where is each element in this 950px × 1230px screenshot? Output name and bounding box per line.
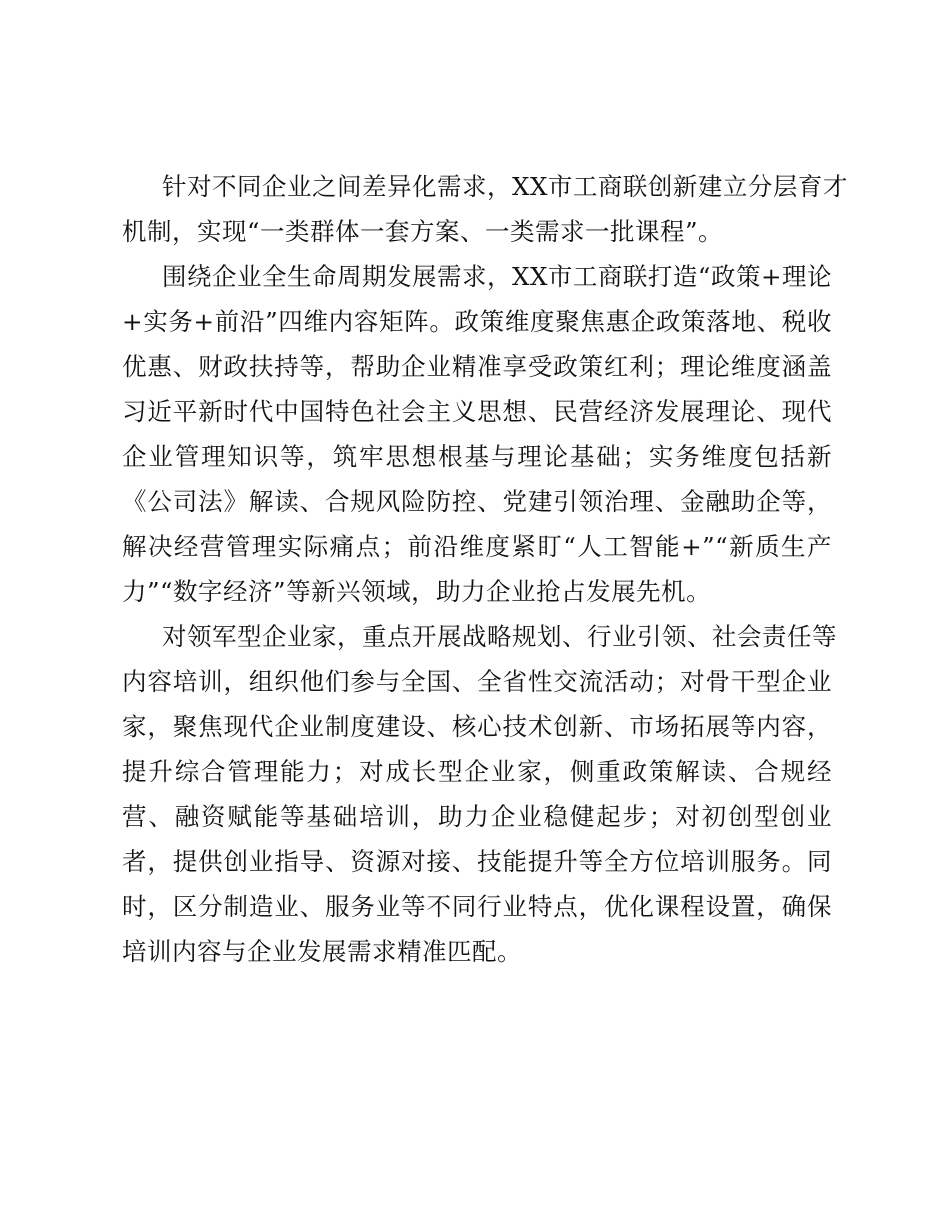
paragraph-line: 对领军型企业家，重点开展战略规划、行业引领、社会责任等 [162,622,837,651]
paragraph-line: 时，区分制造业、服务业等不同行业特点，优化课程设置，确保 [122,892,832,921]
paragraph-line: 者，提供创业指导、资源对接、技能提升等全方位培训服务。同 [122,847,832,876]
paragraph-line: 优惠、财政扶持等，帮助企业精准享受政策红利；理论维度涵盖 [122,352,832,381]
paragraph-line: 家，聚焦现代企业制度建设、核心技术创新、市场拓展等内容， [122,712,832,741]
paragraph-line: 内容培训，组织他们参与全国、全省性交流活动；对骨干型企业 [122,667,832,696]
paragraph-line: +实务+前沿”四维内容矩阵。政策维度聚焦惠企政策落地、税收 [122,307,832,336]
paragraph-line: 《公司法》解读、合规风险防控、党建引领治理、金融助企等， [122,487,832,516]
paragraph-line: 企业管理知识等，筑牢思想根基与理论基础；实务维度包括新 [122,442,832,471]
paragraph-line: 习近平新时代中国特色社会主义思想、民营经济发展理论、现代 [122,397,832,426]
paragraph-line: 围绕企业全生命周期发展需求，XX市工商联打造“政策+理论 [162,262,832,291]
paragraph-line: 力”“数字经济”等新兴领域，助力企业抢占发展先机。 [122,577,712,606]
document-body [122,164,848,974]
paragraph-3 [122,614,837,974]
paragraph-line: 培训内容与企业发展需求精准匹配。 [122,937,522,966]
paragraph-1 [122,164,848,254]
paragraph-line: 解决经营管理实际痛点；前沿维度紧盯“人工智能+”“新质生产 [122,532,832,561]
paragraph-line: 营、融资赋能等基础培训，助力企业稳健起步；对初创型创业 [122,802,832,831]
paragraph-line: 提升综合管理能力；对成长型企业家，侧重政策解读、合规经 [122,757,832,786]
paragraph-line: 机制，实现“一类群体一套方案、一类需求一批课程”。 [122,217,724,246]
paragraph-2 [122,254,832,614]
paragraph-line: 针对不同企业之间差异化需求，XX市工商联创新建立分层育才 [162,172,848,201]
